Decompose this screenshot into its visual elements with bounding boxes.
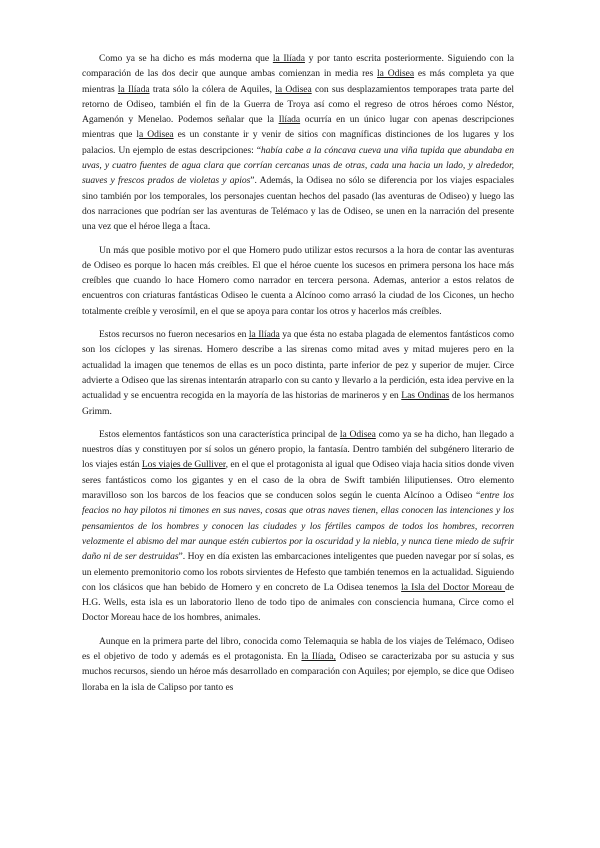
text-run: Un más que posible motivo por el que Homero pudo utilizar estos recursos a la hora de contar las aventuras de Odiseo es porque lo hacen más creíbles. El que el héroe cuente los sucesos en primera persona los hace más creíbles que cuando lo hace Homero como narrador en tercera persona. Ademas, anterior a estos relatos de encuentros con criaturas fantásticas Odiseo le cuenta a Alcínoo como arrasó la ciudad de los Cicones, un hecho totalmente creíble y verosímil, en el que se apoya para contar los otros y hacerlos más creíbles.: [82, 244, 514, 317]
text-run: ”. Además, la Odisea no sólo se diferencia por los viajes espaciales sino también por los temporales, los personajes cuentan hechos del pasado (las aventuras de Odiseo) y luego las dos narraciones que podrían ser las aventuras de Telémaco y las de Odiseo, se unen en la narración del presente una vez que el héroe llega a Ítaca.: [82, 175, 514, 233]
text-run: de los hermanos Grimm.: [82, 390, 514, 417]
text-run: Aunque en la primera parte del libro, conocida como Telemaquia se habla de los viajes de Telémaco, Odiseo es el objetivo de todo y además es el protagonista. En: [82, 635, 514, 662]
quotation: había cabe a la cóncava cueva una viña tupida que abundaba en uvas, y cuatro fuentes de agua clara que corrían cercanas unas de otras, cada una hacia un lado, y alrededor, suaves y frescos prados de violetas y apios: [82, 144, 514, 187]
text-run: ocurría en un único lugar con apenas descripciones mientras que l: [82, 114, 514, 141]
text-run: trata sólo la cólera de Aquiles,: [149, 83, 276, 95]
paragraph: [82, 634, 514, 695]
text-run: ”. Hoy en día existen las embarcaciones inteligentes que pueden navegar por sí solas, es un elemento premonitorio como los robots sirvientes de Hefesto que también tenemos en la actualidad. Siguiendo con los clásicos que han bebido de Homero y en concreto de La Odisea tenemos: [82, 551, 514, 593]
work-title: Las Ondinas: [401, 390, 450, 402]
text-run: Estos recursos no fueron necesarios en: [99, 329, 249, 341]
work-title: la Ilíada,: [301, 650, 336, 662]
text-run: de H.G. Wells, esta isla es un laboratorio lleno de todo tipo de animales con consciencia humana, Circe como el Doctor Moreau hace de los hombres, animales.: [82, 581, 515, 624]
work-title: Los viajes de Gulliver: [141, 459, 226, 471]
text-run: con sus desplazamientos temporapes trata parte del retorno de Odiseo, también el fin de la Guerra de Troya así como el regreso de otros héroes como Néstor, Agamenón y Menelao. Podemos señalar que la: [82, 83, 515, 126]
paragraph: [82, 327, 514, 419]
text-run: es un constante ir y venir de sitios con magníficas distinciones de los lugares y los palacios. Un ejemplo de estas descripciones: “: [82, 129, 514, 156]
work-title: la Ilíada: [248, 329, 280, 341]
document-body: [82, 51, 514, 703]
text-run: como ya se ha dicho, han llegado a nuestros días y constituyen por sí solos un género propio, la fantasía. Dentro también del subgénero literario de los viajes están: [82, 428, 514, 471]
text-run: Odiseo se caracterizaba por su astucia y sus muchos recursos, siendo un héroe más desarrollado en comparación con Aquiles; por ejemplo, se dice que Odiseo lloraba en la isla de Calipso por tanto es: [82, 650, 514, 693]
paragraph: [82, 427, 514, 626]
text-run: es más completa ya que mientras: [82, 68, 514, 95]
text-run: , en el que el protagonista al igual que Odiseo viaja hacia sitios donde viven seres fantásticos como los gigantes y en el caso de la obra de Swift también liliputienses. Otro elemento maravilloso son los barcos de los feacios que se conducen solos según le cuenta Alcínoo a Odiseo “: [82, 459, 515, 502]
text-run: y por tanto escrita posteriormente. Siguiendo con la comparación de las dos decir que aunque ambas comienzan in media res: [82, 53, 515, 80]
work-title: la Odisea: [339, 428, 376, 440]
paragraph: [82, 51, 514, 235]
work-title: la Ilíada: [272, 53, 305, 64]
paragraph: [82, 243, 514, 319]
quotation: entre los feacios no hay pilotos ni timones en sus naves, cosas que otras naves tienen, ellas conocen las intenciones y los pensamientos de los hombres y conocen las ciudades y los fértiles campos de todos los hombres, recorren velozmente el abismo del mar aunque estén cubiertos por la oscuridad y la niebla, y nunca tiene miedo de sufrir daño ni de ser destruidas: [82, 490, 514, 563]
work-title: la Odisea: [377, 68, 415, 80]
text-run: Como ya se ha dicho es más moderna que: [99, 53, 273, 64]
work-title: la Isla del Doctor Moreau: [401, 581, 506, 593]
work-title: Ilíada: [278, 114, 301, 126]
work-title: a Odisea: [139, 129, 174, 141]
work-title: la Ilíada: [117, 83, 150, 95]
text-run: ya que ésta no estaba plagada de elementos fantásticos como son los cíclopes y las sirenas. Homero describe a las sirenas como mitad aves y mitad mujeres pero en la actualidad la imagen que tenemos de ellas es un poco distinta, parte inferior de pez y superior de mujer. Circe advierte a Odiseo que las sirenas intentarán atraparlo con su canto y llevarlo a la perdición, esta idea pervive en la actualidad y se encuentra recogida en la mayoría de las historias de marineros y en: [82, 329, 514, 402]
work-title: la Odisea: [275, 83, 312, 95]
text-run: Estos elementos fantásticos son una característica principal de: [99, 428, 340, 440]
